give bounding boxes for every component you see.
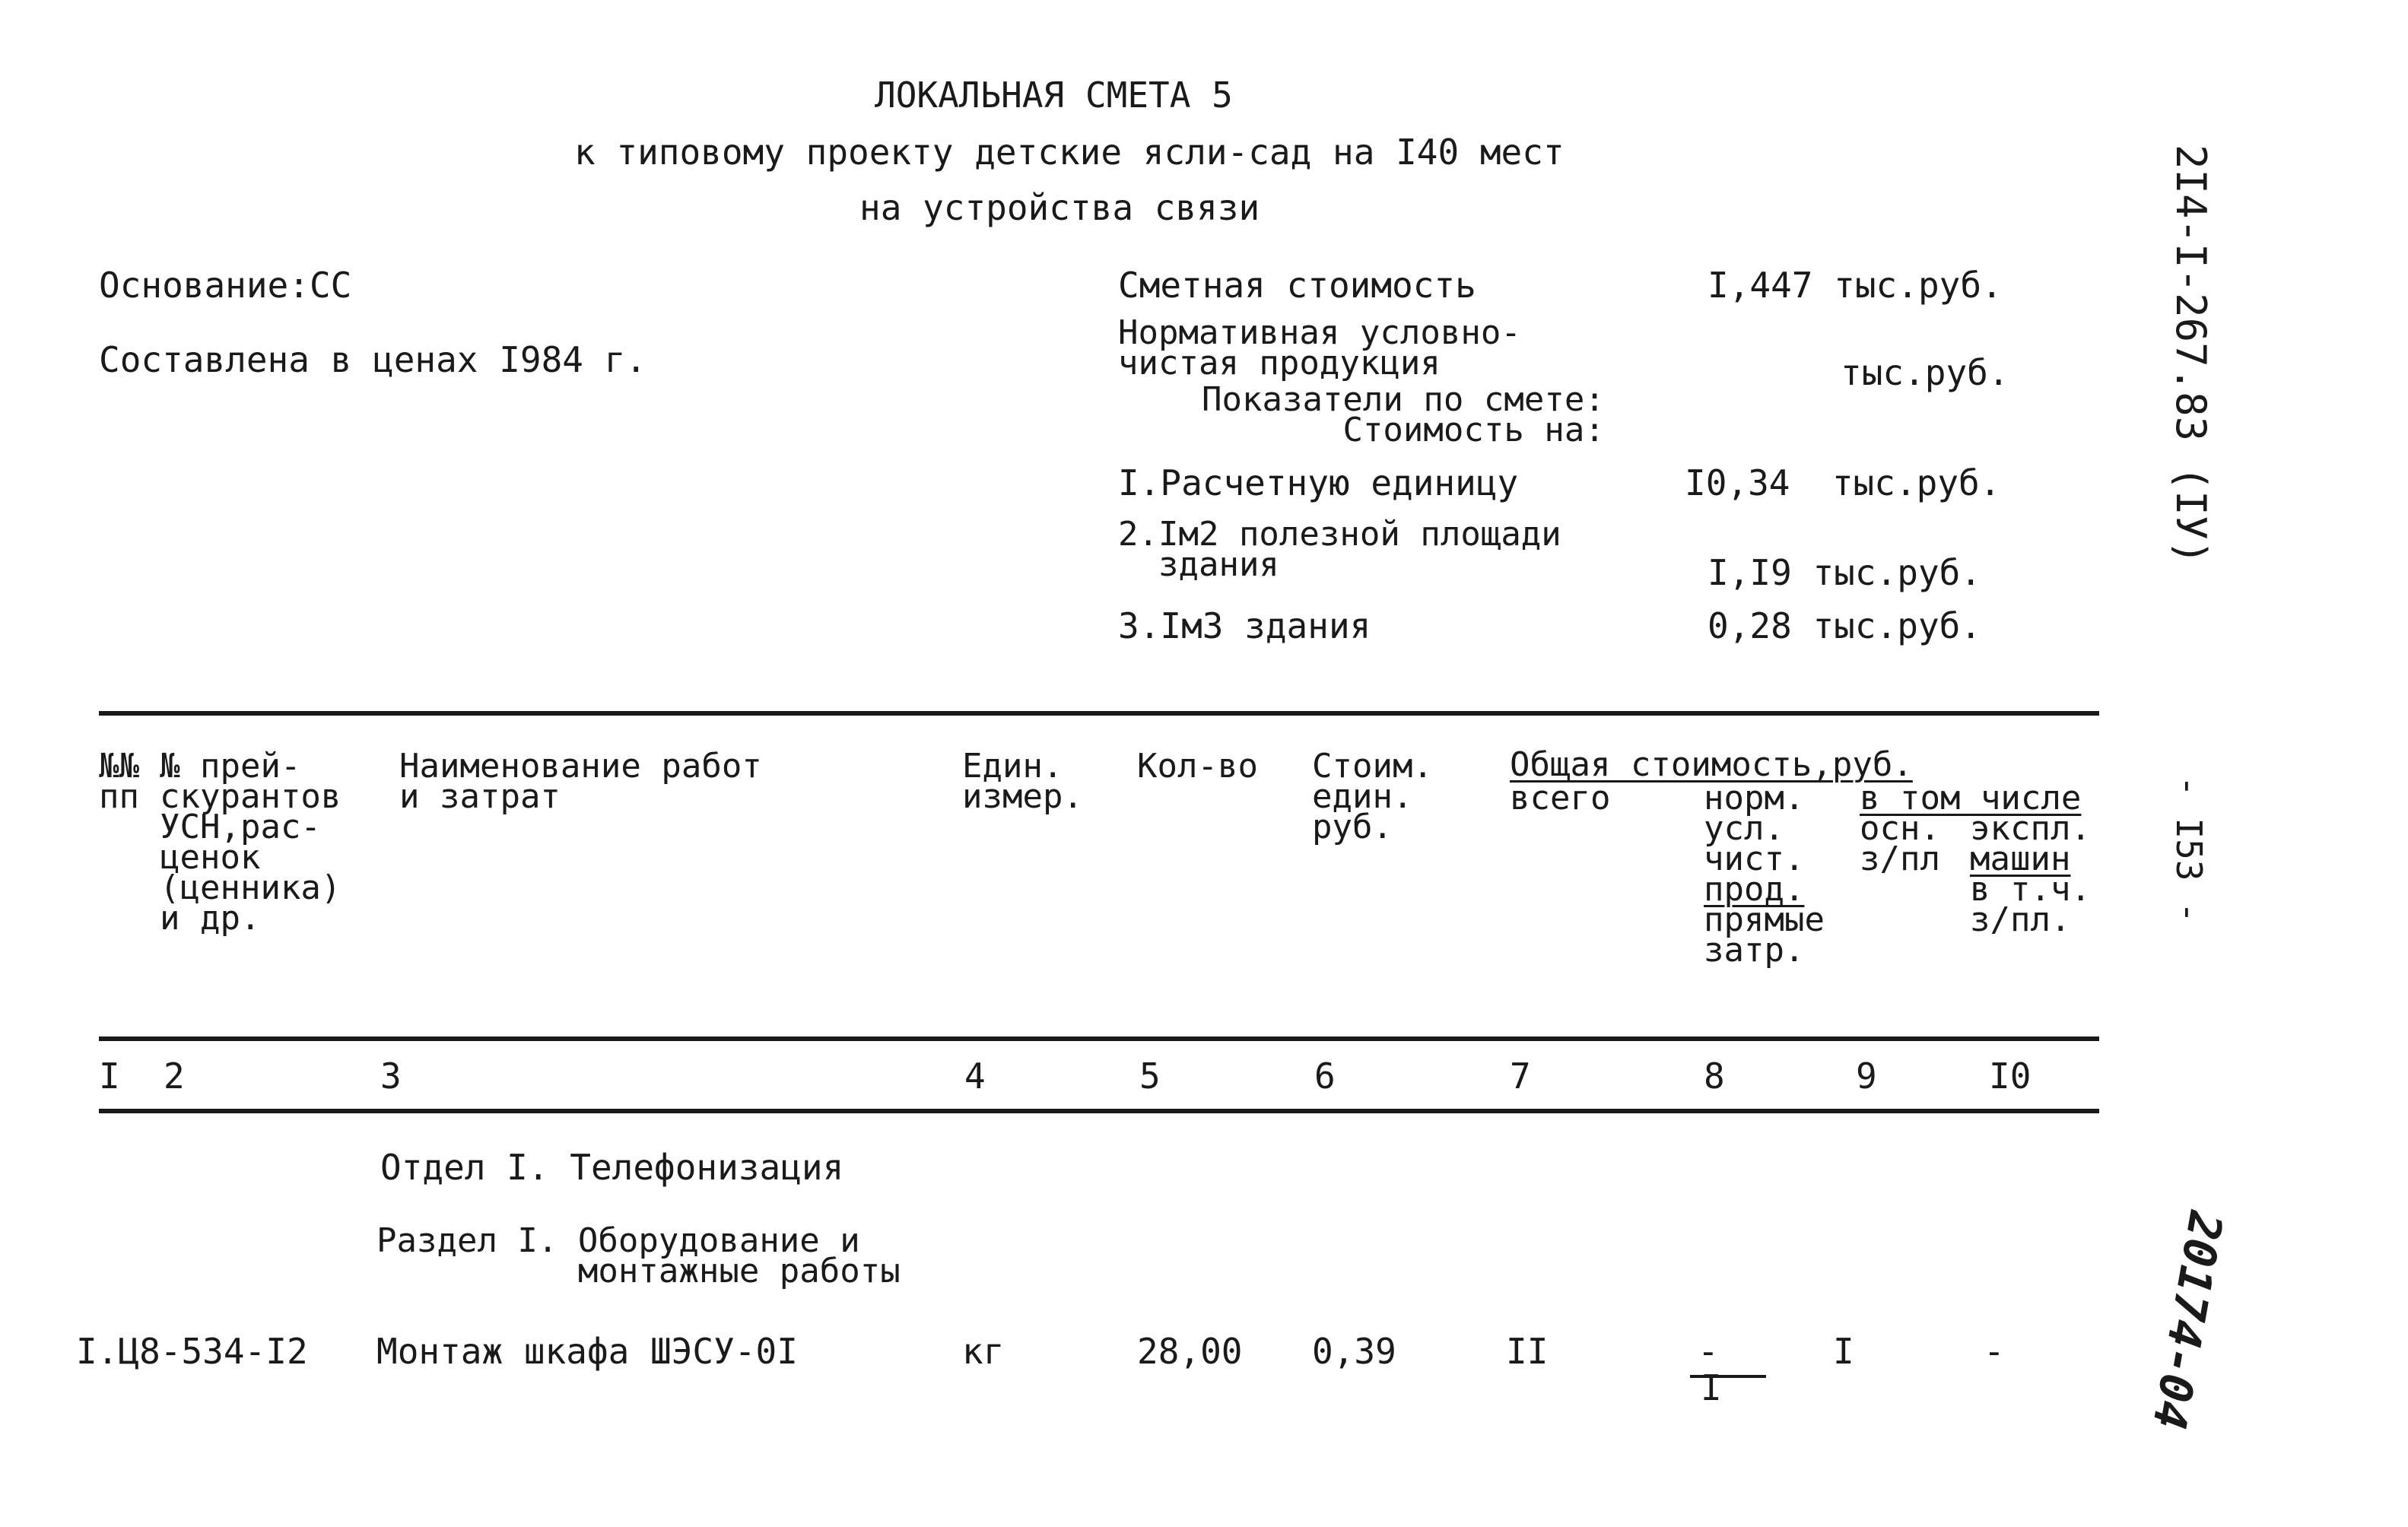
row-unit-cost: 0,39 xyxy=(1312,1331,1396,1372)
row-direct-costs: I xyxy=(1701,1367,1722,1408)
row-unit: кг xyxy=(962,1331,1005,1372)
page-number: - I53 - xyxy=(2168,776,2209,923)
header-item-number: №№ пп xyxy=(99,747,139,816)
estimate-cost-value: I,447 тыс.руб. xyxy=(1708,265,2003,306)
document-subtitle: к типовому проекту детские ясли-сад на I40 мест xyxy=(574,132,1565,173)
price-year-text: Составлена в ценах I984 г. xyxy=(99,339,647,380)
indicator-2-value: I,I9 тыс.руб. xyxy=(1708,552,1982,593)
estimate-cost-label: Сметная стоимость xyxy=(1118,265,1476,306)
header-norm-net-prod: прод. xyxy=(1704,870,1805,909)
header-machine-operation: экспл. xyxy=(1970,809,2091,848)
row-total: II xyxy=(1506,1331,1549,1372)
row-norm-net: - xyxy=(1698,1331,1719,1372)
section-heading: Раздел I. Оборудование и монтажные работы xyxy=(376,1221,901,1290)
indicators-label: Показатели по смете: Стоимость на: xyxy=(1202,380,1605,449)
header-norm-net: норм. усл. чист. xyxy=(1704,779,1805,878)
row-name: Монтаж шкафа ШЭСУ-0I xyxy=(376,1331,798,1372)
column-number: 9 xyxy=(1856,1056,1877,1097)
row-code: I.Ц8-534-I2 xyxy=(76,1331,308,1372)
project-code: 2I4-I-267.83 (IУ) xyxy=(2167,144,2215,565)
header-machine-salary: в т.ч. з/пл. xyxy=(1970,870,2091,939)
column-number: I xyxy=(99,1056,120,1097)
header-including: в том числе xyxy=(1860,779,2082,817)
normative-label: Нормативная условно- чистая продукция xyxy=(1118,313,1521,383)
indicator-2-label: 2.Iм2 полезной площади здания xyxy=(1118,515,1561,584)
indicator-3-label: 3.Iм3 здания xyxy=(1118,605,1371,646)
header-work-name: Наименование работ и затрат xyxy=(399,747,762,816)
row-base-salary: I xyxy=(1833,1331,1854,1372)
row-quantity: 28,00 xyxy=(1137,1331,1243,1372)
document-subtitle-2: на устройства связи xyxy=(859,187,1260,228)
normative-value: тыс.руб. xyxy=(1841,352,2009,393)
row-machines: - xyxy=(1984,1331,2005,1372)
column-number: 3 xyxy=(380,1056,402,1097)
document-number: 20174-04 xyxy=(2141,1207,2232,1433)
column-number: 6 xyxy=(1314,1056,1336,1097)
header-bottom-rule xyxy=(99,1037,2099,1041)
department-heading: Отдел I. Телефонизация xyxy=(380,1147,844,1188)
header-unit-cost: Стоим. един. руб. xyxy=(1312,747,1433,846)
column-number: 5 xyxy=(1139,1056,1161,1097)
column-number: 7 xyxy=(1510,1056,1531,1097)
column-numbers-rule xyxy=(99,1109,2099,1113)
header-direct-costs: прямые затр. xyxy=(1704,900,1825,970)
column-number: 2 xyxy=(164,1056,185,1097)
header-price-list: № прей- скурантов УСН,рас- ценок (ценника) и др. xyxy=(160,747,342,938)
table-top-rule xyxy=(99,711,2099,716)
indicator-3-value: 0,28 тыс.руб. xyxy=(1708,605,1982,646)
header-machines: машин xyxy=(1970,840,2071,878)
column-number: 4 xyxy=(964,1056,986,1097)
document-title: ЛОКАЛЬНАЯ СМЕТА 5 xyxy=(875,75,1233,116)
header-total: всего xyxy=(1510,779,1611,817)
indicator-1-value: I0,34 тыс.руб. xyxy=(1685,462,2001,503)
indicator-1-label: I.Расчетную единицу xyxy=(1118,462,1519,503)
basis-text: Основание:СС xyxy=(99,265,352,306)
header-unit: Един. измер. xyxy=(962,747,1083,816)
header-base-salary: осн. з/пл xyxy=(1860,809,1940,878)
column-number: 8 xyxy=(1704,1056,1725,1097)
header-quantity: Кол-во xyxy=(1137,747,1258,786)
header-total-cost: Общая стоимость,руб. xyxy=(1510,745,1913,784)
column-number: I0 xyxy=(1989,1056,2032,1097)
